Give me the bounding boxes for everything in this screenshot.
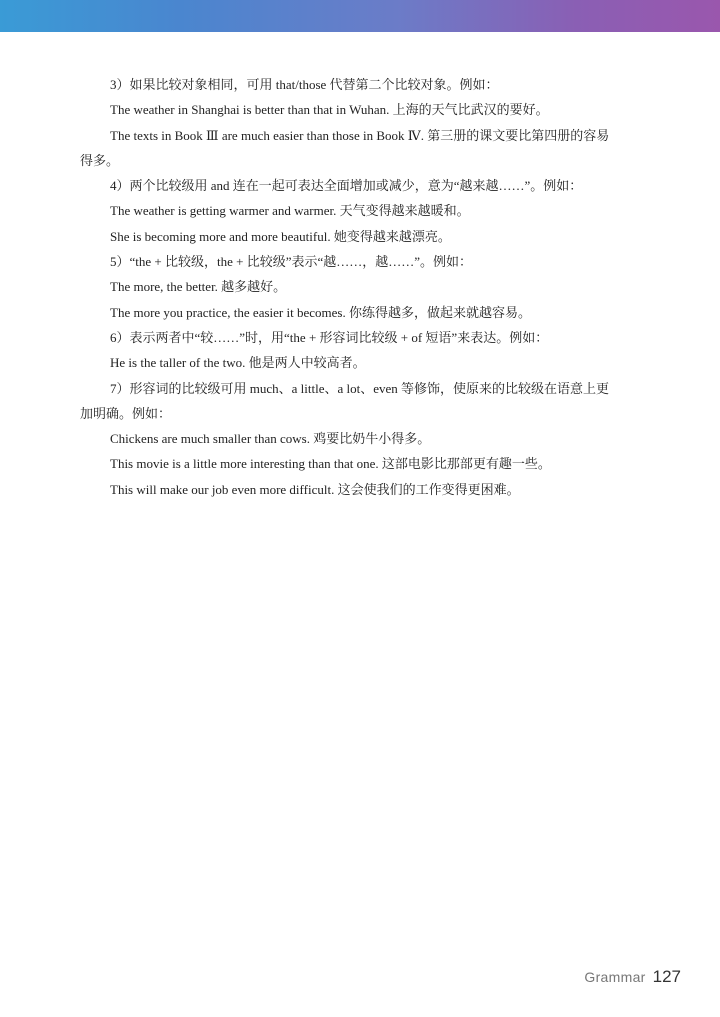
example-line: The more you practice, the easier it becomes. 你练得越多，做起来就越容易。: [110, 304, 531, 320]
page-number: 127: [652, 967, 681, 986]
example-line: This will make our job even more difficult. 这会使我们的工作变得更困难。: [110, 481, 520, 497]
section-label: Grammar: [584, 969, 646, 985]
example-line: The more, the better. 越多越好。: [110, 279, 287, 295]
rule-4-heading: 4）两个比较级用 and 连在一起可表达全面增加或减少，意为“越来越……”。例如：: [110, 178, 583, 194]
rule-6-heading: 6）表示两者中“较……”时，用“the + 形容词比较级 + of 短语”来表达。例如：: [110, 329, 549, 345]
example-line: The texts in Book Ⅲ are much easier than those in Book Ⅳ. 第三册的课文要比第四册的容易: [110, 127, 610, 143]
example-line: Chickens are much smaller than cows. 鸡要比奶牛小得多。: [110, 431, 431, 447]
example-line: The weather is getting warmer and warmer. 天气变得越来越暖和。: [110, 203, 470, 219]
example-line: He is the taller of the two. 他是两人中较高者。: [110, 355, 366, 371]
rule-7-heading: 7）形容词的比较级可用 much、a little、a lot、even 等修饰，使原来的比较级在语意上更: [110, 380, 610, 396]
rule-5-heading: 5）“the + 比较级，the + 比较级”表示“越……，越……”。例如：: [110, 254, 473, 270]
rule-3-heading: 3）如果比较对象相同，可用 that/those 代替第二个比较对象。例如：: [110, 77, 499, 92]
example-line: This movie is a little more interesting than that one. 这部电影比那部更有趣一些。: [110, 456, 551, 472]
header-color-band: [0, 0, 720, 32]
page-footer: [584, 967, 681, 991]
example-line: The weather in Shanghai is better than that in Wuhan. 上海的天气比武汉的要好。: [110, 102, 549, 118]
rule-7-continuation: 加明确。例如：: [80, 405, 172, 421]
grammar-text-body: [80, 72, 672, 502]
example-line: She is becoming more and more beautiful. 她变得越来越漂亮。: [110, 228, 451, 244]
example-line-continuation: 得多。: [80, 152, 120, 168]
